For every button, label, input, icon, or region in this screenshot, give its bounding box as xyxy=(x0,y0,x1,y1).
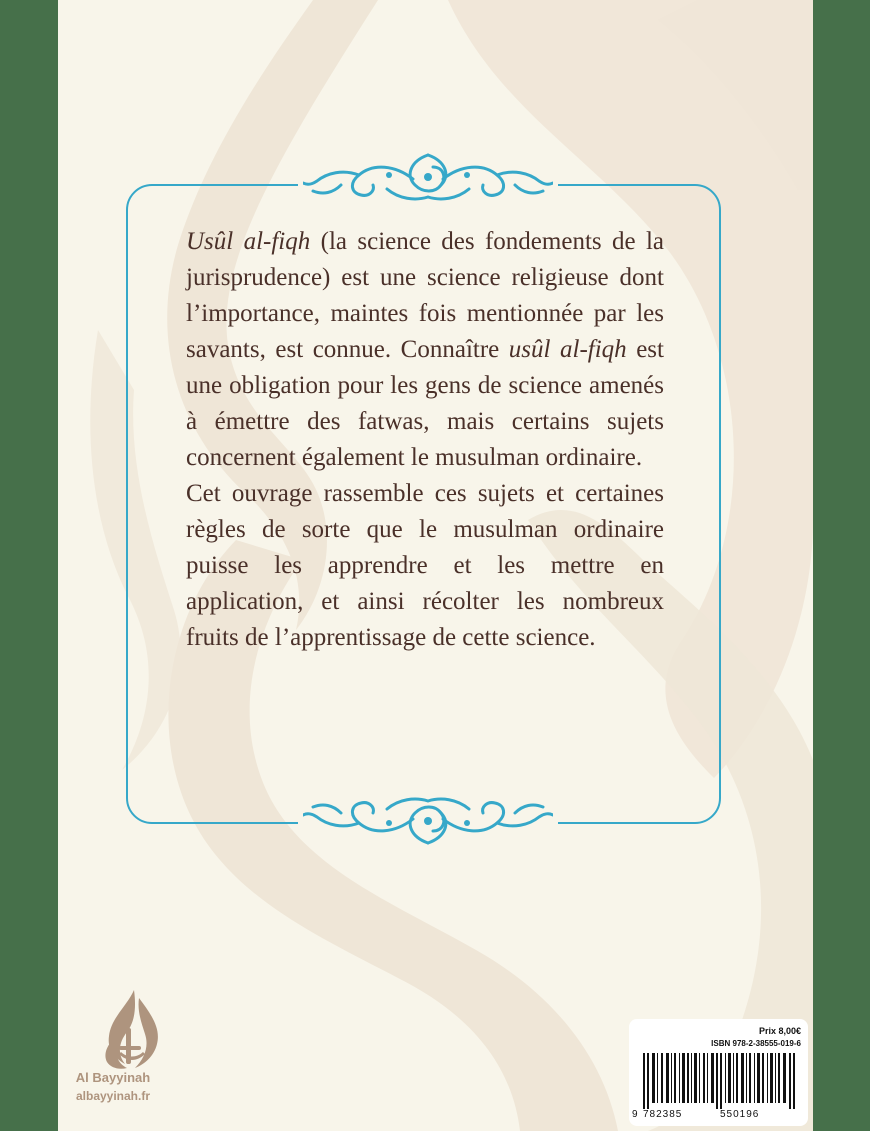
barcode-label xyxy=(629,1019,808,1126)
barcode-digits-right: 550196 xyxy=(720,1109,760,1120)
scroll-ornament-bottom-icon xyxy=(303,793,553,849)
isbn-label: ISBN 978-2-38555-019-6 xyxy=(711,1039,801,1048)
blurb-text-part: (la science des fondements de la jurisprudence) est une science religieuse dont l’importance, maintes fois mentionnée par les savants, est connue. Connaître xyxy=(186,228,664,363)
blurb-paragraph-2: Cet ouvrage rassemble ces sujets et certaines règles de sorte que le musulman ordinaire puisse les apprendre et les mettre en application, et ainsi récolter les nombreux fruits de l’apprentissage de cette science. xyxy=(186,480,664,651)
publisher-website: albayyinah.fr xyxy=(75,1089,151,1103)
blurb-text-part: est une obligation pour les gens de science amenés à émettre des fatwas, mais certains sujets concernent également le musulman ordinaire. xyxy=(186,336,664,471)
publisher-name: Al Bayyinah xyxy=(75,1070,151,1085)
price-label: Prix 8,00€ xyxy=(758,1026,801,1036)
blurb-paragraph-1 xyxy=(186,224,664,476)
blurb-term: usûl al-fiqh xyxy=(508,336,627,363)
blurb-text xyxy=(186,224,664,656)
book-back-cover xyxy=(58,0,813,1131)
barcode-icon xyxy=(639,1053,801,1109)
scroll-ornament-top-icon xyxy=(303,149,553,205)
blurb-term: Usûl al-fiqh xyxy=(186,228,311,255)
barcode-digit-lead: 9 xyxy=(632,1109,639,1120)
barcode-digits-left: 782385 xyxy=(643,1109,683,1120)
